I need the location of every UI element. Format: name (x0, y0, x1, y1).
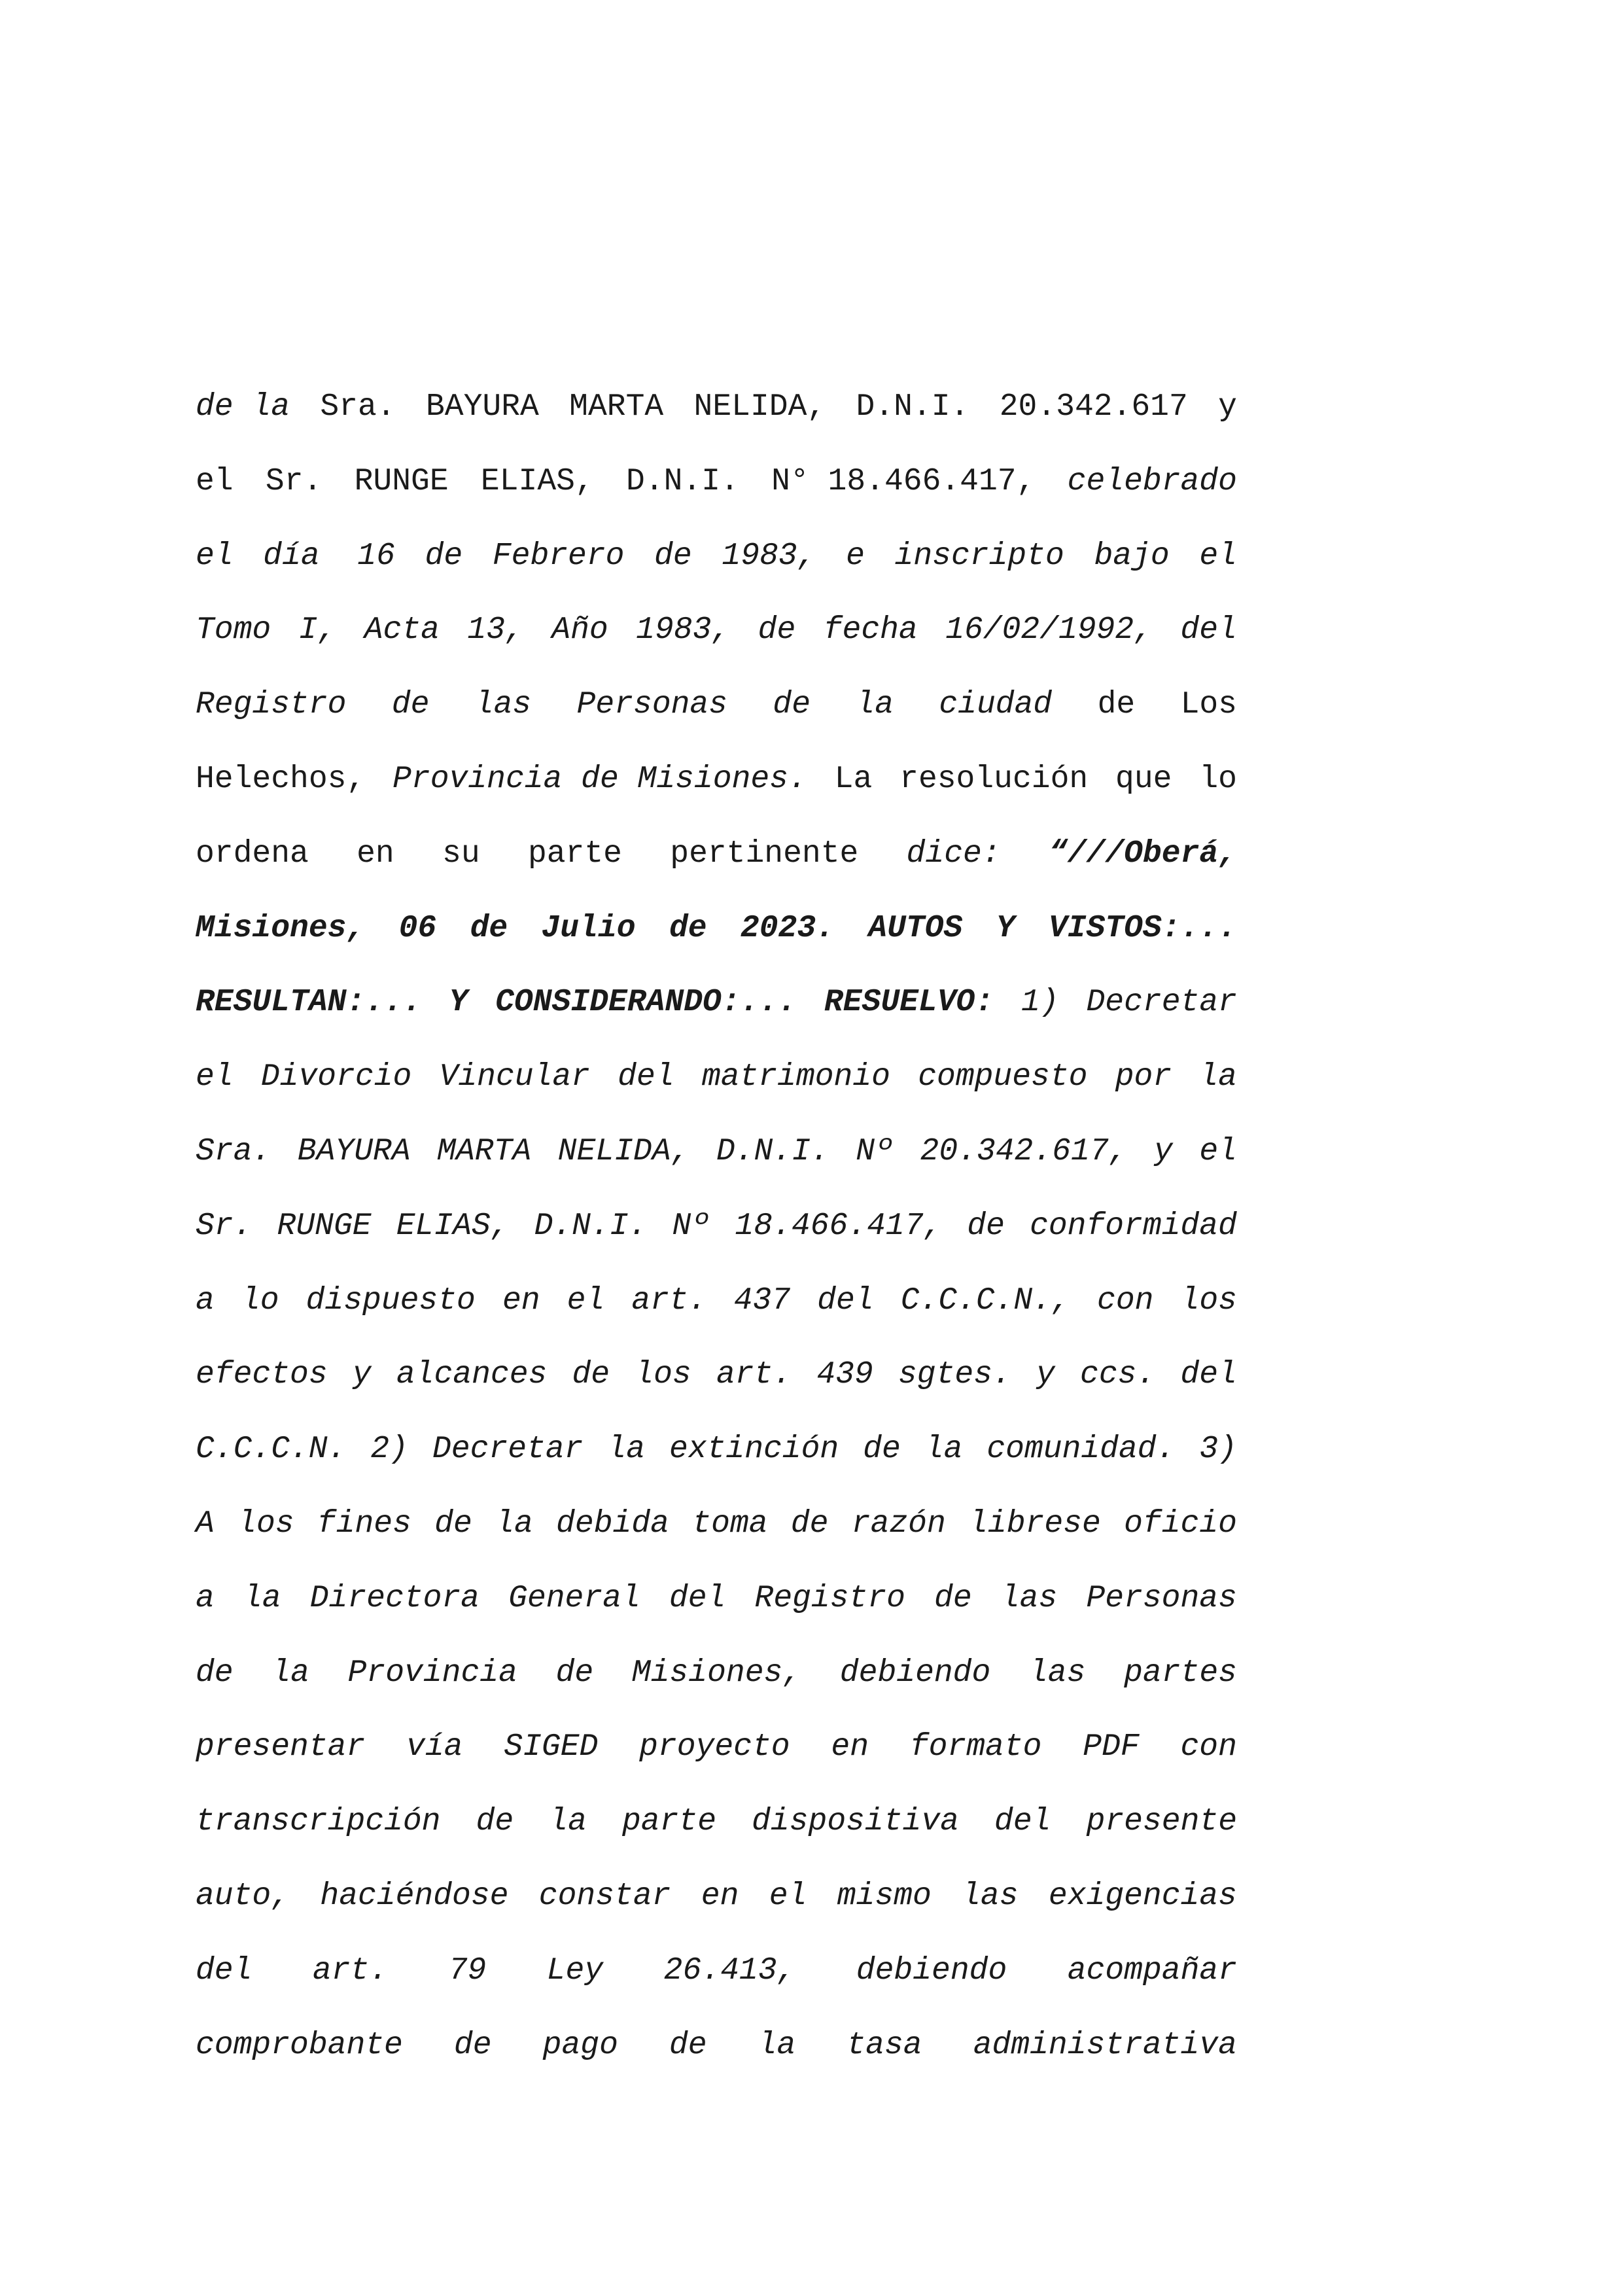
text-segment: VISTOS:... (1048, 910, 1237, 946)
text-segment: NELIDA, (557, 1133, 690, 1169)
text-segment: oficio (1124, 1506, 1237, 1542)
text-segment: 79 (448, 1952, 487, 1988)
text-segment: Nº (856, 1133, 894, 1169)
text-segment: presentar (196, 1729, 366, 1765)
text-segment: de (1097, 687, 1136, 723)
text-segment: de (863, 1432, 901, 1468)
text-segment: los (237, 1506, 294, 1542)
text-segment: las (962, 1878, 1019, 1914)
text-segment: los (635, 1357, 691, 1393)
text-segment: MARTA (437, 1133, 532, 1169)
text-segment: razón (851, 1506, 946, 1542)
text-segment: del (1180, 612, 1237, 648)
text-segment: del (994, 1804, 1051, 1840)
text-segment: día 16 (263, 538, 395, 574)
text-segment: administrativa (973, 2027, 1237, 2063)
text-line (196, 743, 1237, 817)
text-segment: el (1199, 1133, 1237, 1169)
text-segment: 437 (733, 1282, 791, 1318)
text-segment: la (607, 1432, 645, 1468)
text-segment: transcripción (196, 1804, 441, 1840)
text-segment: ciudad (939, 687, 1053, 723)
text-segment: de (669, 2027, 707, 2063)
text-line (196, 1562, 1237, 1636)
text-segment: el (196, 1059, 234, 1095)
text-segment: D.N.I. (716, 1133, 829, 1169)
text-segment: debiendo (839, 1655, 991, 1691)
text-segment: que (1115, 761, 1172, 797)
text-segment: Misiones, (631, 1655, 802, 1691)
text-segment: y (1036, 1357, 1055, 1393)
text-segment: matrimonio (701, 1059, 890, 1095)
text-segment: ccs. (1080, 1357, 1156, 1393)
text-segment: pertinente (670, 836, 859, 872)
text-segment: del (1180, 1357, 1237, 1393)
text-segment: debida (556, 1506, 669, 1542)
text-segment: 06 (398, 910, 437, 946)
text-segment: Sr. (265, 463, 323, 499)
text-segment: celebrado (1067, 463, 1237, 499)
text-segment: RESUELVO: (824, 985, 994, 1021)
text-segment: el (1199, 538, 1237, 574)
text-line (196, 668, 1237, 743)
text-segment: SIGED (504, 1729, 599, 1765)
text-segment: de (425, 538, 463, 574)
text-segment: art. (631, 1282, 707, 1318)
text-segment: D.N.I. (856, 389, 969, 425)
text-segment: de (555, 1655, 594, 1691)
text-line (196, 1487, 1237, 1562)
text-segment: 1983, (722, 538, 816, 574)
text-line (196, 1264, 1237, 1339)
text-segment: art. (312, 1952, 389, 1988)
text-segment: NELIDA, (693, 389, 826, 425)
text-segment: Personas (576, 687, 728, 723)
text-segment: ELIAS, (480, 463, 594, 499)
text-segment: haciéndose (320, 1878, 509, 1914)
text-segment: MARTA (569, 389, 664, 425)
text-segment: los (1180, 1282, 1237, 1318)
text-segment: su (442, 836, 480, 872)
text-line (196, 1413, 1237, 1487)
text-segment: de (453, 2027, 492, 2063)
text-line (196, 1115, 1237, 1190)
text-segment: e (846, 538, 865, 574)
text-segment: la (758, 2027, 796, 2063)
text-segment: inscripto (894, 538, 1064, 574)
document-body-text (196, 370, 1237, 2083)
text-segment: presente (1086, 1804, 1237, 1840)
text-segment: la (243, 1580, 281, 1616)
text-segment: de la (196, 389, 290, 425)
text-line (196, 1338, 1237, 1413)
text-segment: de (758, 612, 796, 648)
text-segment: Sra. (196, 1133, 271, 1169)
text-segment: Y (449, 985, 468, 1021)
text-segment: en (357, 836, 394, 872)
text-segment: 26.413, (663, 1952, 796, 1988)
text-segment: dice: (906, 836, 1001, 872)
text-line (196, 370, 1237, 445)
text-segment: PDF (1083, 1729, 1140, 1765)
text-segment: las (474, 687, 532, 723)
text-segment: D.N.I. (534, 1208, 648, 1244)
text-line (196, 1934, 1237, 2009)
text-segment: en (831, 1729, 869, 1765)
text-segment: vía (406, 1729, 463, 1765)
text-segment: 18.466.417, (735, 1208, 943, 1244)
text-segment: compuesto (918, 1059, 1088, 1095)
text-segment: librese (969, 1506, 1101, 1542)
text-segment: las (1000, 1580, 1058, 1616)
text-segment: BAYURA (425, 389, 539, 425)
text-segment: Provincia (347, 1655, 517, 1691)
text-segment: AUTOS (868, 910, 963, 946)
text-segment: en (701, 1878, 739, 1914)
text-segment: a (196, 1580, 215, 1616)
text-segment: ELIAS, (396, 1208, 510, 1244)
text-segment: efectos (196, 1357, 328, 1393)
text-segment: de (196, 1655, 234, 1691)
text-segment: el (769, 1878, 807, 1914)
text-segment: de (790, 1506, 829, 1542)
text-segment: fecha (823, 612, 918, 648)
text-segment: Misiones, (196, 910, 366, 946)
text-segment: fines (317, 1506, 411, 1542)
text-segment: 1) (1021, 985, 1059, 1021)
text-segment: toma (692, 1506, 768, 1542)
text-segment: de (967, 1208, 1005, 1244)
text-segment: 20.342.617 (999, 389, 1188, 425)
text-segment: de (773, 687, 811, 723)
text-line (196, 892, 1237, 966)
text-segment: conformidad (1030, 1208, 1237, 1244)
text-segment: 2023. (740, 910, 835, 946)
text-segment: dispositiva (752, 1804, 959, 1840)
text-line (196, 1710, 1237, 1785)
text-segment: con (1097, 1282, 1154, 1318)
text-segment: tasa (846, 2027, 922, 2063)
text-segment: C.C.C.N. (196, 1432, 347, 1468)
text-segment: Decretar (1086, 985, 1237, 1021)
text-segment: dispuesto (305, 1282, 476, 1318)
text-segment: I, (298, 612, 337, 648)
text-segment: por (1115, 1059, 1172, 1095)
text-segment: parte (621, 1804, 716, 1840)
text-segment: el (196, 538, 234, 574)
text-segment: y (1218, 389, 1237, 425)
text-line (196, 2009, 1237, 2083)
text-segment: de (669, 910, 707, 946)
text-segment: Los (1180, 687, 1237, 723)
text-segment: acompañar (1067, 1952, 1237, 1988)
text-segment: 1983, (636, 612, 731, 648)
text-segment: las (1028, 1655, 1086, 1691)
text-segment: Registro (196, 687, 347, 723)
text-segment: de (470, 910, 508, 946)
text-segment: bajo (1094, 538, 1170, 574)
text-line (196, 1636, 1237, 1711)
text-segment: C.C.C.N., (900, 1282, 1070, 1318)
text-segment: Sr. (196, 1208, 253, 1244)
text-segment: RESULTAN:... (196, 985, 422, 1021)
text-segment: de (391, 687, 430, 723)
text-segment: la (924, 1432, 963, 1468)
text-segment: “///Oberá, (1048, 836, 1237, 872)
text-segment: Helechos, (196, 761, 366, 797)
text-segment: mismo (837, 1878, 932, 1914)
text-segment: de (572, 1357, 610, 1393)
text-segment: Registro (754, 1580, 905, 1616)
text-segment: auto, (196, 1878, 290, 1914)
text-line (196, 593, 1237, 668)
text-segment: Provincia de Misiones. (393, 761, 807, 797)
text-segment: de (934, 1580, 972, 1616)
text-segment: de (654, 538, 692, 574)
text-segment: constar (538, 1878, 671, 1914)
text-segment: pago (542, 2027, 618, 2063)
text-segment: parte (527, 836, 622, 872)
text-segment: debiendo (856, 1952, 1007, 1988)
text-segment: N° 18.466.417, (771, 463, 1036, 499)
text-segment: la (1199, 1059, 1237, 1095)
text-segment: comunidad. (986, 1432, 1176, 1468)
text-segment: 2) (370, 1432, 409, 1468)
text-segment: A (196, 1506, 215, 1542)
text-segment: y (352, 1357, 372, 1393)
text-segment: 3) (1199, 1432, 1237, 1468)
text-segment: CONSIDERANDO:... (495, 985, 797, 1021)
text-line (196, 445, 1237, 520)
text-segment: Julio (541, 910, 636, 946)
text-segment: la (495, 1506, 533, 1542)
text-segment: formato (909, 1729, 1042, 1765)
text-line (196, 1785, 1237, 1860)
text-segment: del (817, 1282, 874, 1318)
text-segment: Y (996, 910, 1015, 946)
text-segment: resolución (899, 761, 1089, 797)
text-segment: de (476, 1804, 514, 1840)
text-line (196, 817, 1237, 892)
text-segment: comprobante (196, 2027, 403, 2063)
text-segment: Vincular (439, 1059, 590, 1095)
text-segment: la (856, 687, 894, 723)
text-segment: RUNGE (277, 1208, 372, 1244)
text-segment: Personas (1086, 1580, 1237, 1616)
text-segment: Decretar (432, 1432, 584, 1468)
text-segment: Año (551, 612, 608, 648)
text-segment: La (834, 761, 873, 797)
text-segment: alcances (396, 1357, 548, 1393)
text-segment: en (502, 1282, 540, 1318)
text-segment: extinción (669, 1432, 839, 1468)
text-line (196, 966, 1237, 1040)
text-segment: ordena (196, 836, 309, 872)
text-segment: 16/02/1992, (945, 612, 1153, 648)
text-segment: Febrero (492, 538, 625, 574)
text-segment: con (1180, 1729, 1237, 1765)
text-segment: Sra. (320, 389, 396, 425)
text-segment: la (271, 1655, 309, 1691)
text-segment: 13, (467, 612, 524, 648)
text-segment: de (434, 1506, 472, 1542)
text-segment: del (618, 1059, 674, 1095)
text-line (196, 1190, 1237, 1264)
text-segment: RUNGE (354, 463, 449, 499)
text-line (196, 520, 1237, 594)
text-segment: General (508, 1580, 640, 1616)
text-line (196, 1860, 1237, 1934)
text-segment: Directora (309, 1580, 480, 1616)
text-segment: Ley (546, 1952, 604, 1988)
text-segment: y (1153, 1133, 1173, 1169)
text-segment: sgtes. (898, 1357, 1011, 1393)
text-segment: el (567, 1282, 605, 1318)
text-segment: lo (1199, 761, 1237, 797)
text-segment: lo (241, 1282, 279, 1318)
text-segment: la (549, 1804, 587, 1840)
text-segment: del (196, 1952, 253, 1988)
text-segment: 20.342.617, (920, 1133, 1128, 1169)
text-segment: BAYURA (297, 1133, 411, 1169)
text-segment: del (669, 1580, 726, 1616)
text-segment: a (196, 1282, 215, 1318)
text-segment: art. (716, 1357, 792, 1393)
text-segment: D.N.I. (626, 463, 739, 499)
text-line (196, 1040, 1237, 1115)
text-segment: partes (1124, 1655, 1237, 1691)
text-segment: Tomo (196, 612, 271, 648)
text-segment: 439 (816, 1357, 873, 1393)
text-segment: Acta (364, 612, 440, 648)
text-segment: proyecto (639, 1729, 790, 1765)
text-segment: Nº (672, 1208, 710, 1244)
text-segment: Divorcio (260, 1059, 412, 1095)
text-segment: el (196, 463, 234, 499)
text-segment: exigencias (1048, 1878, 1237, 1914)
